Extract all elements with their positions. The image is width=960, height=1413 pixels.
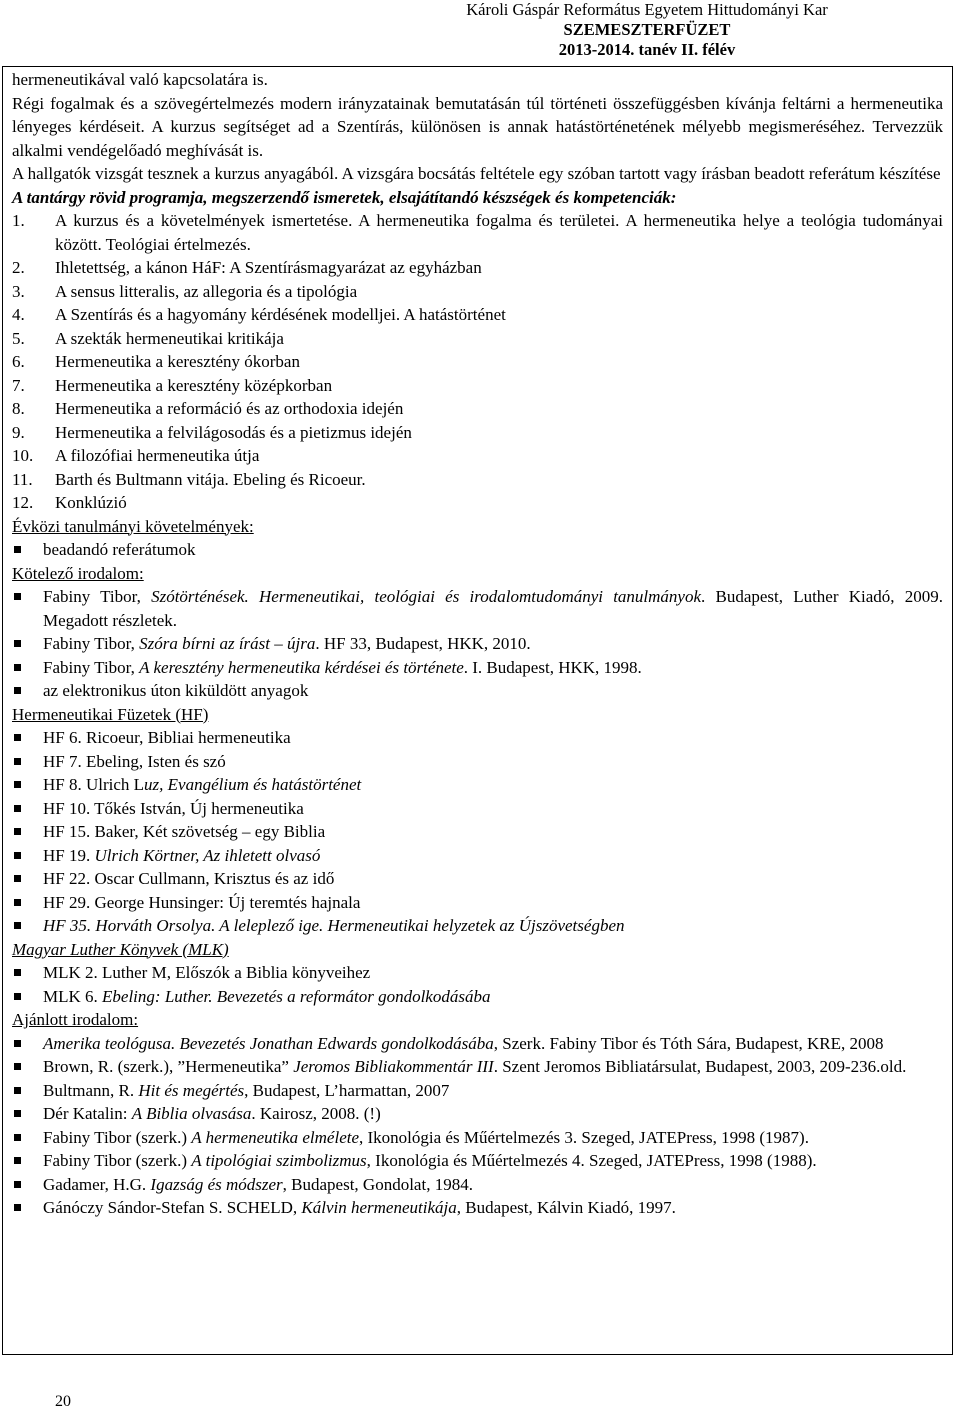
square-bullet-icon: [12, 820, 43, 844]
program-item: [12, 350, 943, 374]
square-bullet-icon: [12, 585, 43, 632]
program-heading: A tantárgy rövid programja, megszerzendő ismeretek, elsajátítandó készségek és kompetenciák:: [12, 187, 677, 207]
program-item: [12, 468, 943, 492]
program-item: [12, 374, 943, 398]
recommended-reading-list: [12, 1032, 943, 1220]
square-bullet-icon: [12, 1032, 43, 1056]
reference-text: Dér Katalin: A Biblia olvasása. Kairosz, 2008. (!): [43, 1104, 381, 1123]
reference-text: HF 22. Oscar Cullmann, Krisztus és az idő: [43, 869, 335, 888]
list-item: [12, 1149, 943, 1173]
square-bullet-icon: [12, 1079, 43, 1103]
program-item: [12, 327, 943, 351]
program-item-text: A kurzus és a követelmények ismertetése. A hermeneutika fogalma és területei. A hermeneutika helye a teológia tudományai között. Teológiai értelmezés.: [55, 211, 943, 254]
reference-text: HF 15. Baker, Két szövetség – egy Biblia: [43, 822, 326, 841]
university-name: Károli Gáspár Református Egyetem Hittudományi Kar: [466, 0, 828, 19]
reference-text: HF 10. Tőkés István, Új hermeneutika: [43, 798, 304, 818]
list-item: [12, 820, 943, 844]
reference-text: Fabiny Tibor, Szótörténések. Hermeneutikai, teológiai és irodalomtudományi tanulmányok. Budapest, Luther Kiadó, 2009. Megadott részletek.: [43, 587, 943, 630]
program-item-number: 2.: [12, 258, 25, 277]
program-item-number: 10.: [12, 446, 34, 465]
program-item: [12, 491, 943, 515]
square-bullet-icon: [12, 1126, 43, 1150]
program-item-number: 11.: [12, 469, 33, 489]
list-item: [12, 656, 943, 680]
reference-text: Gánóczy Sándor-Stefan S. SCHELD, Kálvin hermeneutikája, Budapest, Kálvin Kiadó, 1997.: [43, 1198, 676, 1217]
page-number: 20: [55, 1393, 71, 1410]
square-bullet-icon: [12, 538, 43, 562]
reference-text: az elektronikus úton kiküldött anyagok: [43, 681, 309, 700]
reference-text: Fabiny Tibor, A keresztény hermeneutika kérdései és története. I. Budapest, HKK, 1998.: [43, 657, 642, 677]
recommended-reading-heading: Ajánlott irodalom:: [12, 1010, 139, 1029]
list-item: [12, 1173, 943, 1197]
program-item-number: 8.: [12, 399, 25, 418]
requirements-list: [12, 538, 943, 562]
list-item: [12, 632, 943, 656]
square-bullet-icon: [12, 679, 43, 703]
reference-text: HF 7. Ebeling, Isten és szó: [43, 751, 226, 771]
program-item-text: Hermeneutika a keresztény ókorban: [55, 352, 300, 371]
reference-text: MLK 2. Luther M, Előszók a Biblia könyveihez: [43, 963, 371, 982]
required-reading-list: [12, 585, 943, 703]
square-bullet-icon: [12, 867, 43, 891]
list-item: [12, 1055, 943, 1079]
reference-text: HF 29. George Hunsinger: Új teremtés hajnala: [43, 892, 361, 912]
list-item: [12, 585, 943, 632]
list-item: [12, 867, 943, 891]
intro-paragraph-2: Régi fogalmak és a szövegértelmezés modern irányzatainak bemutatásán túl történeti összefüggésben kívánja feltárni a hermeneutika lényeges kérdéseit. A kurzus segítséget ad a Szentírás, különösen is annak hatástörténetének mélyebb megismeréséhez. Tervezzük alkalmi vendégelőadó meghívását is.: [12, 93, 943, 160]
intro-paragraph-3: A hallgatók vizsgát tesznek a kurzus anyagából. A vizsgára bocsátás feltétele egy szóban tartott vagy írásban beadott referátum készítése: [12, 164, 941, 183]
square-bullet-icon: [12, 844, 43, 868]
list-item: [12, 538, 943, 562]
reference-text: HF 6. Ricoeur, Bibliai hermeneutika: [43, 728, 291, 747]
list-item: [12, 679, 943, 703]
program-item: [12, 280, 943, 304]
reference-text: HF 8. Ulrich Luz, Evangélium és hatástörténet: [43, 775, 362, 794]
square-bullet-icon: [12, 985, 43, 1009]
square-bullet-icon: [12, 773, 43, 797]
semester-label: 2013-2014. tanév II. félév: [558, 40, 736, 59]
program-item-number: 5.: [12, 328, 25, 348]
program-item-number: 1.: [12, 211, 25, 230]
program-item-number: 4.: [12, 305, 25, 324]
list-item: [12, 961, 943, 985]
intro-paragraph-1: hermeneutikával való kapcsolatára is.: [12, 70, 268, 89]
program-item-text: A Szentírás és a hagyomány kérdésének modelljei. A hatástörténet: [55, 305, 506, 324]
square-bullet-icon: [12, 891, 43, 915]
program-list: [12, 209, 943, 515]
program-item-text: Hermeneutika a keresztény középkorban: [55, 375, 333, 395]
requirements-heading: Évközi tanulmányi követelmények:: [12, 516, 254, 536]
list-item: [12, 750, 943, 774]
program-item: [12, 303, 943, 327]
booklet-title: SZEMESZTERFÜZET: [563, 20, 731, 39]
program-item: [12, 444, 943, 468]
reference-text: HF 19. Ulrich Körtner, Az ihletett olvasó: [43, 845, 321, 865]
program-item-number: 7.: [12, 375, 25, 395]
reference-text: Gadamer, H.G. Igazság és módszer, Budapest, Gondolat, 1984.: [43, 1174, 473, 1194]
list-item: [12, 1102, 943, 1126]
program-item-number: 6.: [12, 352, 25, 371]
list-item: [12, 844, 943, 868]
course-description-box: [2, 66, 953, 1355]
mlk-series-heading: Magyar Luther Könyvek (MLK): [12, 939, 229, 959]
square-bullet-icon: [12, 750, 43, 774]
program-item-text: A filozófiai hermeneutika útja: [55, 446, 260, 465]
hf-series-list: [12, 726, 943, 938]
list-item: [12, 1079, 943, 1103]
program-item-text: Ihletettség, a kánon HáF: A Szentírásmagyarázat az egyházban: [55, 258, 482, 277]
mlk-series-list: [12, 961, 943, 1008]
program-item: [12, 397, 943, 421]
list-item: [12, 1032, 943, 1056]
square-bullet-icon: [12, 961, 43, 985]
program-item-text: Hermeneutika a felvilágosodás és a pietizmus idején: [55, 422, 412, 442]
program-item-number: 12.: [12, 493, 34, 512]
reference-text: Brown, R. (szerk.), ”Hermeneutika” Jeromos Bibliakommentár III. Szent Jeromos Bibliatársulat, Budapest, 2003, 209-236.old.: [43, 1057, 907, 1076]
list-item: [12, 914, 943, 938]
square-bullet-icon: [12, 632, 43, 656]
square-bullet-icon: [12, 726, 43, 750]
program-item: [12, 209, 943, 256]
reference-text: Fabiny Tibor (szerk.) A hermeneutika elmélete, Ikonológia és Műértelmezés 3. Szeged, JATEPress, 1998 (1987).: [43, 1127, 809, 1147]
program-item-text: Konklúzió: [55, 493, 127, 512]
reference-text: Amerika teológusa. Bevezetés Jonathan Edwards gondolkodásába, Szerk. Fabiny Tibor és Tóth Sára, Budapest, KRE, 2008: [43, 1033, 884, 1053]
square-bullet-icon: [12, 1196, 43, 1220]
program-item-text: A sensus litteralis, az allegoria és a tipológia: [55, 281, 358, 301]
square-bullet-icon: [12, 914, 43, 938]
square-bullet-icon: [12, 797, 43, 821]
square-bullet-icon: [12, 1102, 43, 1126]
program-item-number: 9.: [12, 422, 25, 442]
square-bullet-icon: [12, 1173, 43, 1197]
reference-text: MLK 6. Ebeling: Luther. Bevezetés a reformátor gondolkodásába: [43, 986, 491, 1006]
reference-text: Bultmann, R. Hit és megértés, Budapest, L’harmattan, 2007: [43, 1080, 450, 1100]
list-item: [12, 891, 943, 915]
program-item-text: Barth és Bultmann vitája. Ebeling és Ricoeur.: [55, 469, 366, 489]
list-item: [12, 797, 943, 821]
reference-text: HF 35. Horváth Orsolya. A leleplező ige. Hermeneutikai helyzetek az Újszövetségben: [43, 916, 625, 935]
program-item: [12, 421, 943, 445]
reference-text: Fabiny Tibor (szerk.) A tipológiai szimbolizmus, Ikonológia és Műértelmezés 4. Szeged, JATEPress, 1998 (1988).: [43, 1151, 817, 1170]
program-item: [12, 256, 943, 280]
requirement-text: beadandó referátumok: [43, 540, 196, 559]
program-item-number: 3.: [12, 281, 25, 301]
required-reading-heading: Kötelező irodalom:: [12, 563, 144, 583]
reference-text: Fabiny Tibor, Szóra bírni az írást – újra. HF 33, Budapest, HKK, 2010.: [43, 634, 531, 653]
square-bullet-icon: [12, 1055, 43, 1079]
list-item: [12, 726, 943, 750]
list-item: [12, 985, 943, 1009]
square-bullet-icon: [12, 1149, 43, 1173]
hf-series-heading: Hermeneutikai Füzetek (HF): [12, 704, 209, 724]
list-item: [12, 1126, 943, 1150]
program-item-text: A szekták hermeneutikai kritikája: [55, 328, 284, 348]
program-item-text: Hermeneutika a reformáció és az orthodoxia idején: [55, 399, 404, 418]
list-item: [12, 773, 943, 797]
square-bullet-icon: [12, 656, 43, 680]
list-item: [12, 1196, 943, 1220]
page-header: [347, 0, 947, 60]
